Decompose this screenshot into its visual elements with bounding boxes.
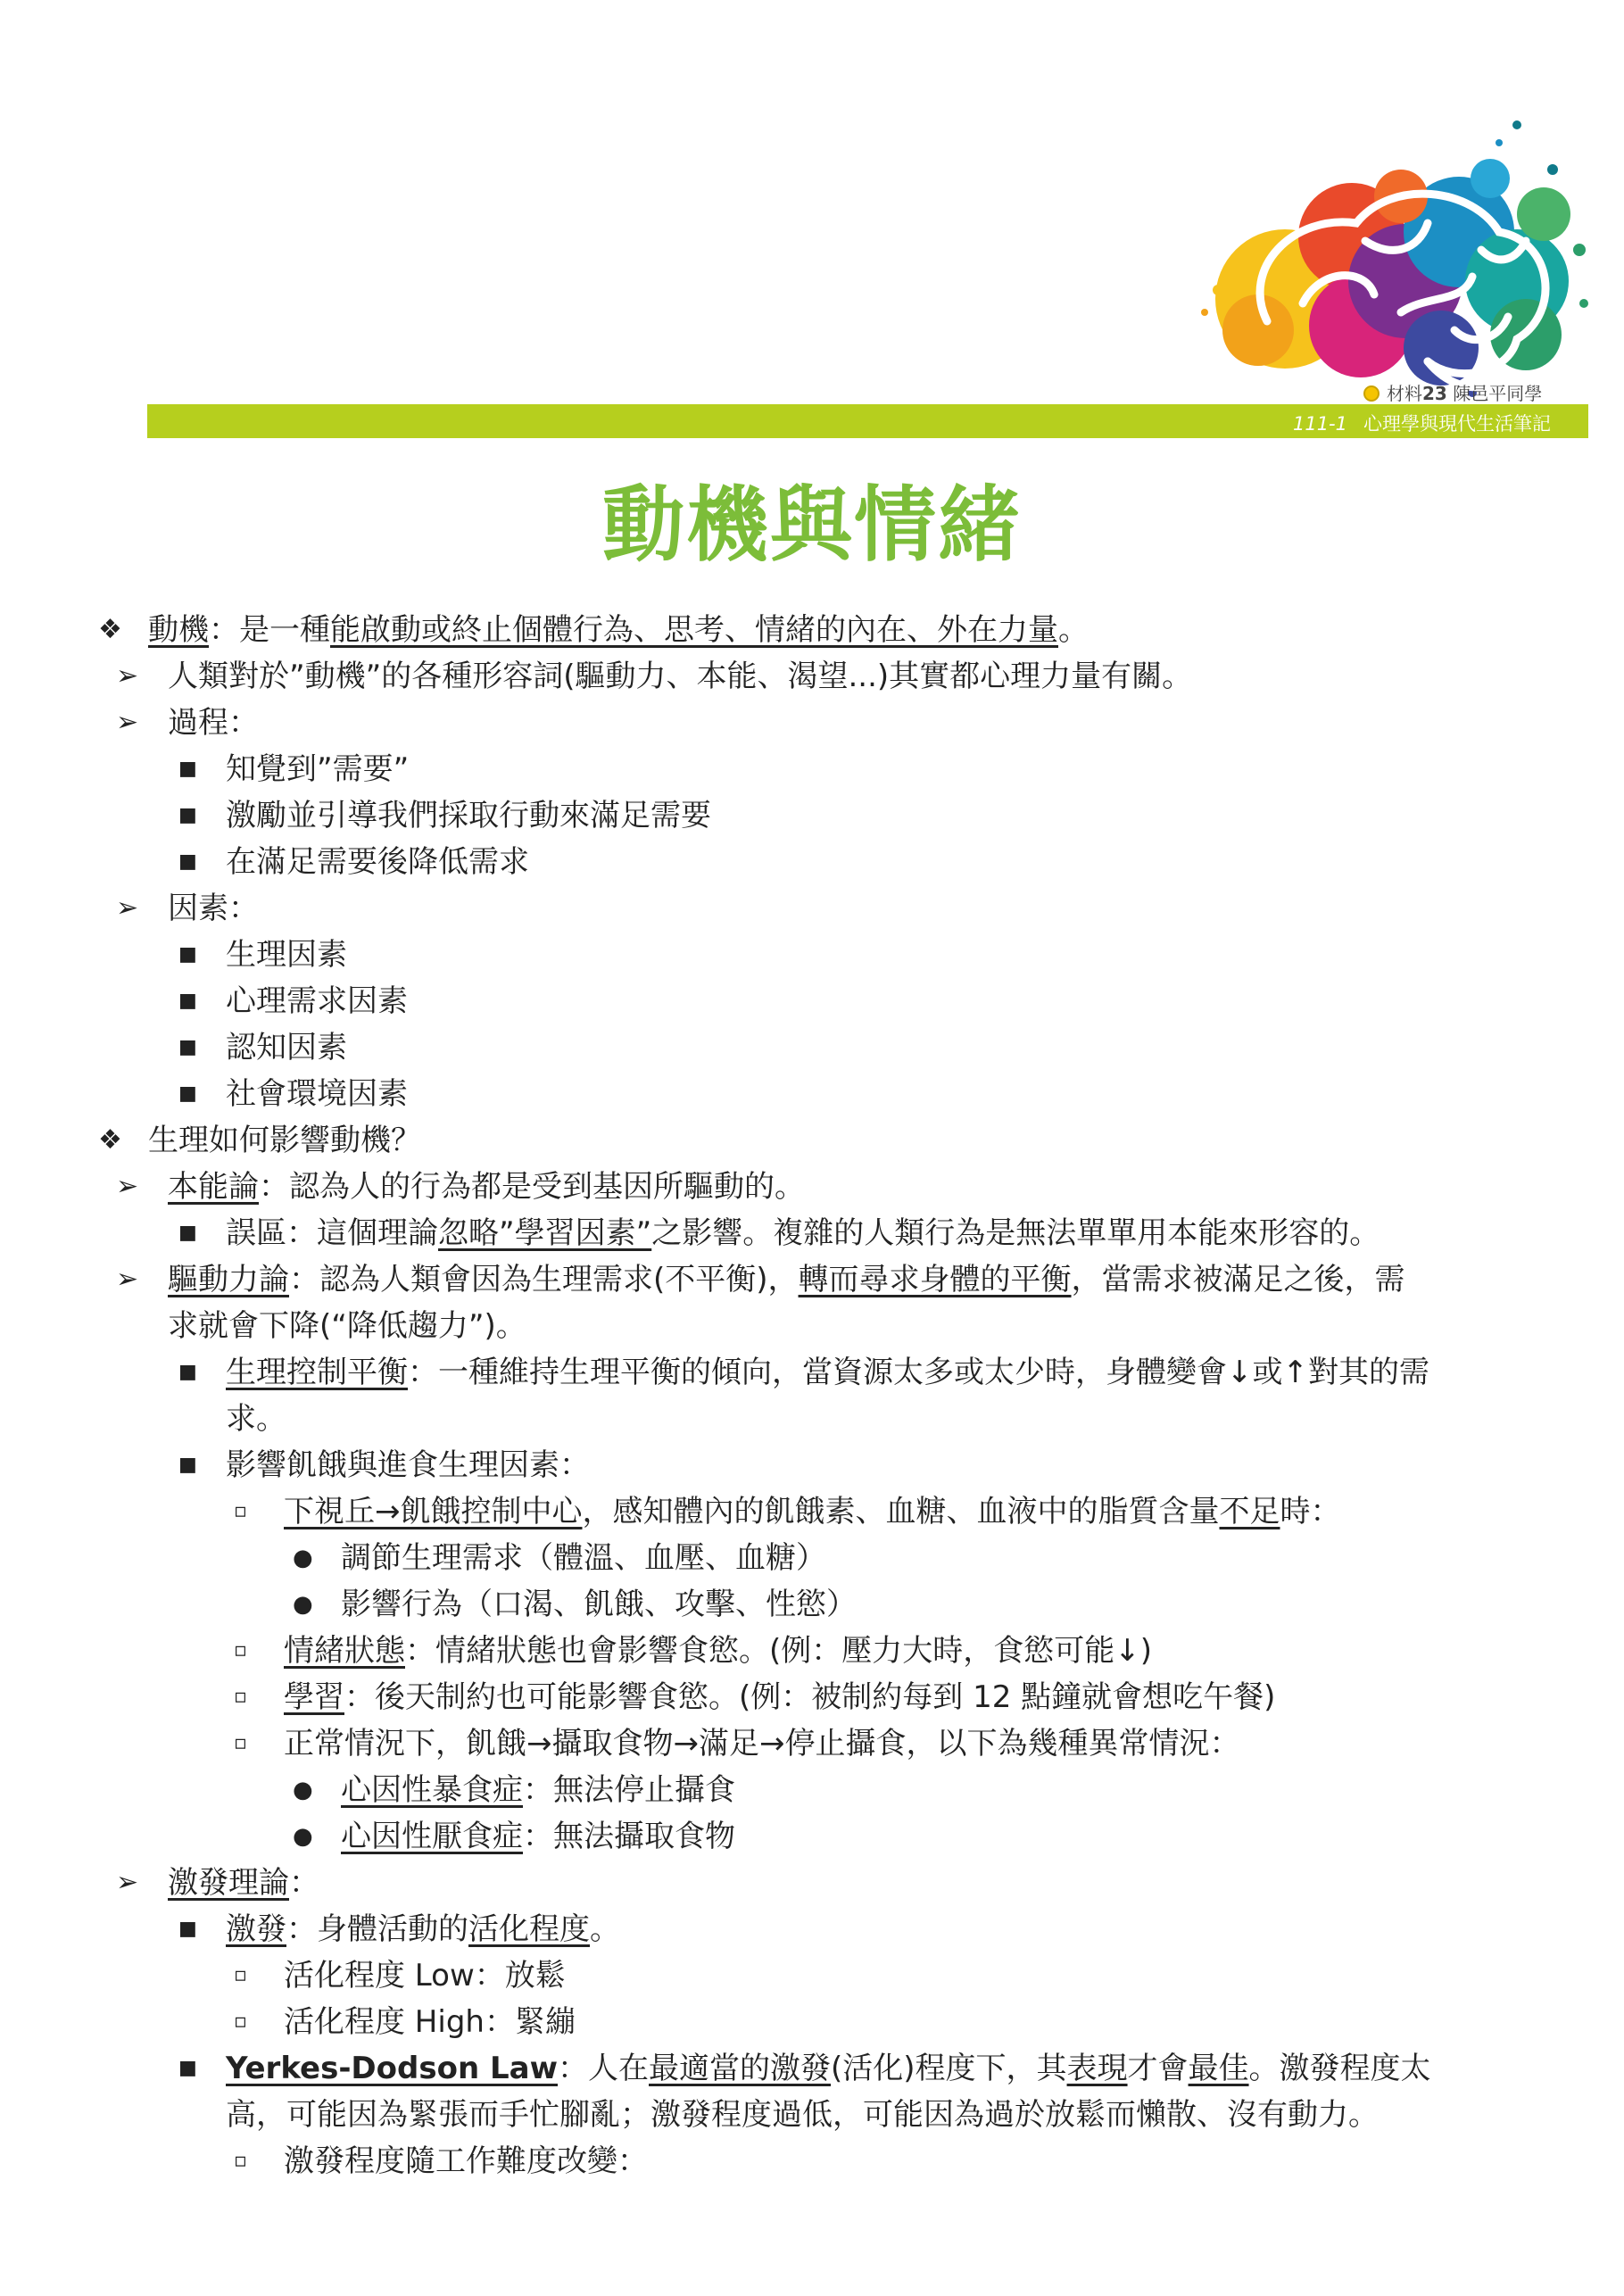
text-span: 下視丘→飢餓控制中心 <box>284 1494 583 1529</box>
text-span: 認知因素 <box>226 1030 347 1065</box>
text-span: 誤區：這個理論 <box>226 1215 438 1251</box>
text-span: ，當需求被滿足之後，需 <box>1071 1262 1405 1297</box>
list-item <box>98 885 1526 932</box>
text-span: ：身體活動的 <box>286 1911 468 1947</box>
text-span: 激發理論 <box>168 1865 289 1901</box>
list-item <box>98 653 1526 700</box>
text-span: 陳邑平同學 <box>1453 383 1543 404</box>
page-title: 動機與情緒 <box>601 477 1022 573</box>
text-span: 表現 <box>1066 2051 1128 2086</box>
text-span: 正常情況下，飢餓→攝取食物→滿足→停止攝食，以下為幾種異常情況： <box>284 1726 1240 1761</box>
course-label <box>1293 410 1551 436</box>
text-span: ： <box>289 1865 319 1901</box>
arrow-bullet-icon: ➢ <box>116 1867 139 1898</box>
text-span: 學習 <box>284 1679 344 1715</box>
text-span: 影響行為（口渴、飢餓、攻擊、性慾） <box>341 1587 857 1622</box>
list-item <box>98 1488 1526 1535</box>
list-item <box>98 1628 1526 1674</box>
text-span: Yerkes-Dodson Law <box>226 2051 559 2086</box>
text-span: 本能論 <box>168 1169 259 1205</box>
text-span: 才會 <box>1127 2051 1189 2086</box>
list-item-continuation <box>98 1303 1526 1349</box>
text-span: 激發程度隨工作難度改變： <box>284 2143 648 2179</box>
text-span: 社會環境因素 <box>226 1076 408 1112</box>
text-span: 動機 <box>148 612 209 648</box>
square-bullet-icon: ■ <box>178 804 197 826</box>
list-item <box>98 839 1526 885</box>
list-item <box>98 1024 1526 1071</box>
square-bullet-icon: ■ <box>178 1361 197 1383</box>
text-span: 。 <box>590 1911 620 1947</box>
text-span: 心因性厭食症 <box>341 1819 523 1854</box>
text-span: 最佳 <box>1188 2051 1249 2086</box>
square-bullet-icon: ■ <box>178 850 197 873</box>
hollow-square-bullet-icon: ▫ <box>234 1732 247 1754</box>
list-item <box>98 1164 1526 1210</box>
hollow-square-bullet-icon: ▫ <box>234 1639 247 1662</box>
text-span: 求就會下降(“降低趨力”)。 <box>168 1308 526 1344</box>
square-bullet-icon: ■ <box>178 1082 197 1105</box>
notes-body <box>98 607 1526 2184</box>
text-span: 因素： <box>168 891 259 926</box>
hollow-square-bullet-icon: ▫ <box>234 2150 247 2172</box>
text-span: 時： <box>1280 1494 1341 1529</box>
arrow-bullet-icon: ➢ <box>116 892 139 924</box>
text-span: 生理如何影響動機？ <box>148 1123 421 1158</box>
list-item <box>98 1256 1526 1303</box>
text-span: 激發 <box>226 1911 286 1947</box>
list-item <box>98 1117 1526 1164</box>
list-item <box>98 1860 1526 1906</box>
text-span: 心理需求因素 <box>226 983 408 1019</box>
arrow-bullet-icon: ➢ <box>116 1264 139 1295</box>
text-span: 不足 <box>1219 1494 1280 1529</box>
text-span: 求。 <box>226 1401 286 1437</box>
text-span: 最適當的激發 <box>649 2051 832 2086</box>
list-item <box>98 1535 1526 1581</box>
list-item <box>98 2138 1526 2184</box>
list-item <box>98 792 1526 839</box>
text-span: 在滿足需要後降低需求 <box>226 844 529 880</box>
text-span: 驅動力論 <box>168 1262 289 1297</box>
text-span: ：情緒狀態也會影響食慾。(例：壓力大時，食慾可能↓) <box>405 1633 1153 1669</box>
text-span: 活化程度 High：緊繃 <box>284 2004 576 2040</box>
text-span: 材料 <box>1387 383 1422 404</box>
list-item <box>98 978 1526 1024</box>
text-span: 心因性暴食症 <box>341 1772 523 1808</box>
text-span: ：一種維持生理平衡的傾向，當資源太多或太少時，身體變會↓或↑對其的需 <box>408 1355 1429 1390</box>
list-item <box>98 1210 1526 1256</box>
text-span: 之影響。複雜的人類行為是無法單單用本能來形容的。 <box>651 1215 1380 1251</box>
diamond-bullet-icon: ❖ <box>98 614 122 645</box>
square-bullet-icon: ■ <box>178 758 197 780</box>
text-span: 激勵並引導我們採取行動來滿足需要 <box>226 798 711 833</box>
list-item <box>98 1071 1526 1117</box>
list-item <box>98 1952 1526 1999</box>
text-span: 調節生理需求（體溫、血壓、血糖） <box>341 1540 826 1576</box>
header-band <box>147 404 1588 438</box>
credit-dot-icon <box>1363 385 1380 402</box>
text-span: 能啟動或終止個體行為、思考、情緒的內在、外在力量 <box>330 612 1058 648</box>
list-item <box>98 1349 1526 1396</box>
square-bullet-icon: ■ <box>178 943 197 966</box>
text-span: ：後天制約也可能影響食慾。(例：被制約每到 12 點鐘就會想吃午餐) <box>344 1679 1276 1715</box>
text-span: 111-1 <box>1292 413 1347 435</box>
list-item <box>98 1767 1526 1813</box>
list-item-continuation <box>98 1396 1526 1442</box>
diamond-bullet-icon: ❖ <box>98 1124 122 1156</box>
square-bullet-icon: ■ <box>178 990 197 1012</box>
square-bullet-icon: ■ <box>178 1036 197 1058</box>
text-span: ，感知體內的飢餓素、血糖、血液中的脂質含量 <box>582 1494 1220 1529</box>
text-span: 過程： <box>168 705 259 741</box>
text-span: ：認為人的行為都是受到基因所驅動的。 <box>259 1169 805 1205</box>
text-span: 影響飢餓與進食生理因素： <box>226 1447 590 1483</box>
arrow-bullet-icon: ➢ <box>116 660 139 692</box>
text-span: 轉而尋求身體的平衡 <box>798 1262 1072 1297</box>
list-item <box>98 2045 1526 2092</box>
credit-line <box>1363 379 1542 405</box>
hollow-square-bullet-icon: ▫ <box>234 1686 247 1708</box>
list-item <box>98 932 1526 978</box>
arrow-bullet-icon: ➢ <box>116 1171 139 1202</box>
list-item <box>98 746 1526 792</box>
text-span: 人類對於”動機”的各種形容詞(驅動力、本能、渴望...)其實都心理力量有關。 <box>168 659 1193 694</box>
list-item <box>98 700 1526 746</box>
text-span: ：無法攝取食物 <box>523 1819 735 1854</box>
dot-bullet-icon: ● <box>293 1591 313 1618</box>
text-span: 高，可能因為緊張而手忙腳亂；激發程度過低，可能因為過於放鬆而懶散、沒有動力。 <box>226 2097 1379 2133</box>
text-span: 活化程度 <box>468 1911 590 1947</box>
text-span: 23 <box>1422 383 1447 404</box>
square-bullet-icon: ■ <box>178 2057 197 2079</box>
text-span: ：無法停止攝食 <box>523 1772 735 1808</box>
text-span: 忽略”學習因素” <box>438 1215 652 1251</box>
dot-bullet-icon: ● <box>293 1545 313 1571</box>
dot-bullet-icon: ● <box>293 1823 313 1850</box>
list-item <box>98 1999 1526 2045</box>
brain-logo-icon <box>1133 89 1597 410</box>
list-item <box>98 1906 1526 1952</box>
list-item <box>98 1720 1526 1767</box>
dot-bullet-icon: ● <box>293 1777 313 1803</box>
text-span: 知覺到”需要” <box>226 751 410 787</box>
text-span: ：人在 <box>558 2051 650 2086</box>
text-span: 。 <box>1058 612 1089 648</box>
hollow-square-bullet-icon: ▫ <box>234 1964 247 1986</box>
square-bullet-icon: ■ <box>178 1918 197 1940</box>
square-bullet-icon: ■ <box>178 1222 197 1244</box>
square-bullet-icon: ■ <box>178 1454 197 1476</box>
hollow-square-bullet-icon: ▫ <box>234 1500 247 1522</box>
arrow-bullet-icon: ➢ <box>116 707 139 738</box>
list-item <box>98 1813 1526 1860</box>
text-span: 心理學與現代生活筆記 <box>1363 413 1551 435</box>
list-item <box>98 1674 1526 1720</box>
list-item <box>98 1581 1526 1628</box>
list-item-continuation <box>98 2092 1526 2138</box>
text-span: ：認為人類會因為生理需求(不平衡)， <box>289 1262 799 1297</box>
text-span: 生理因素 <box>226 937 347 973</box>
hollow-square-bullet-icon: ▫ <box>234 2010 247 2033</box>
text-span: 情緒狀態 <box>284 1633 405 1669</box>
text-span: 活化程度 Low：放鬆 <box>284 1958 566 1993</box>
text-span: (活化)程度下，其 <box>831 2051 1067 2086</box>
list-item <box>98 1442 1526 1488</box>
text-span: 。激發程度太 <box>1248 2051 1431 2086</box>
text-span: ：是一種 <box>209 612 330 648</box>
text-span: 生理控制平衡 <box>226 1355 408 1390</box>
list-item <box>98 607 1526 653</box>
